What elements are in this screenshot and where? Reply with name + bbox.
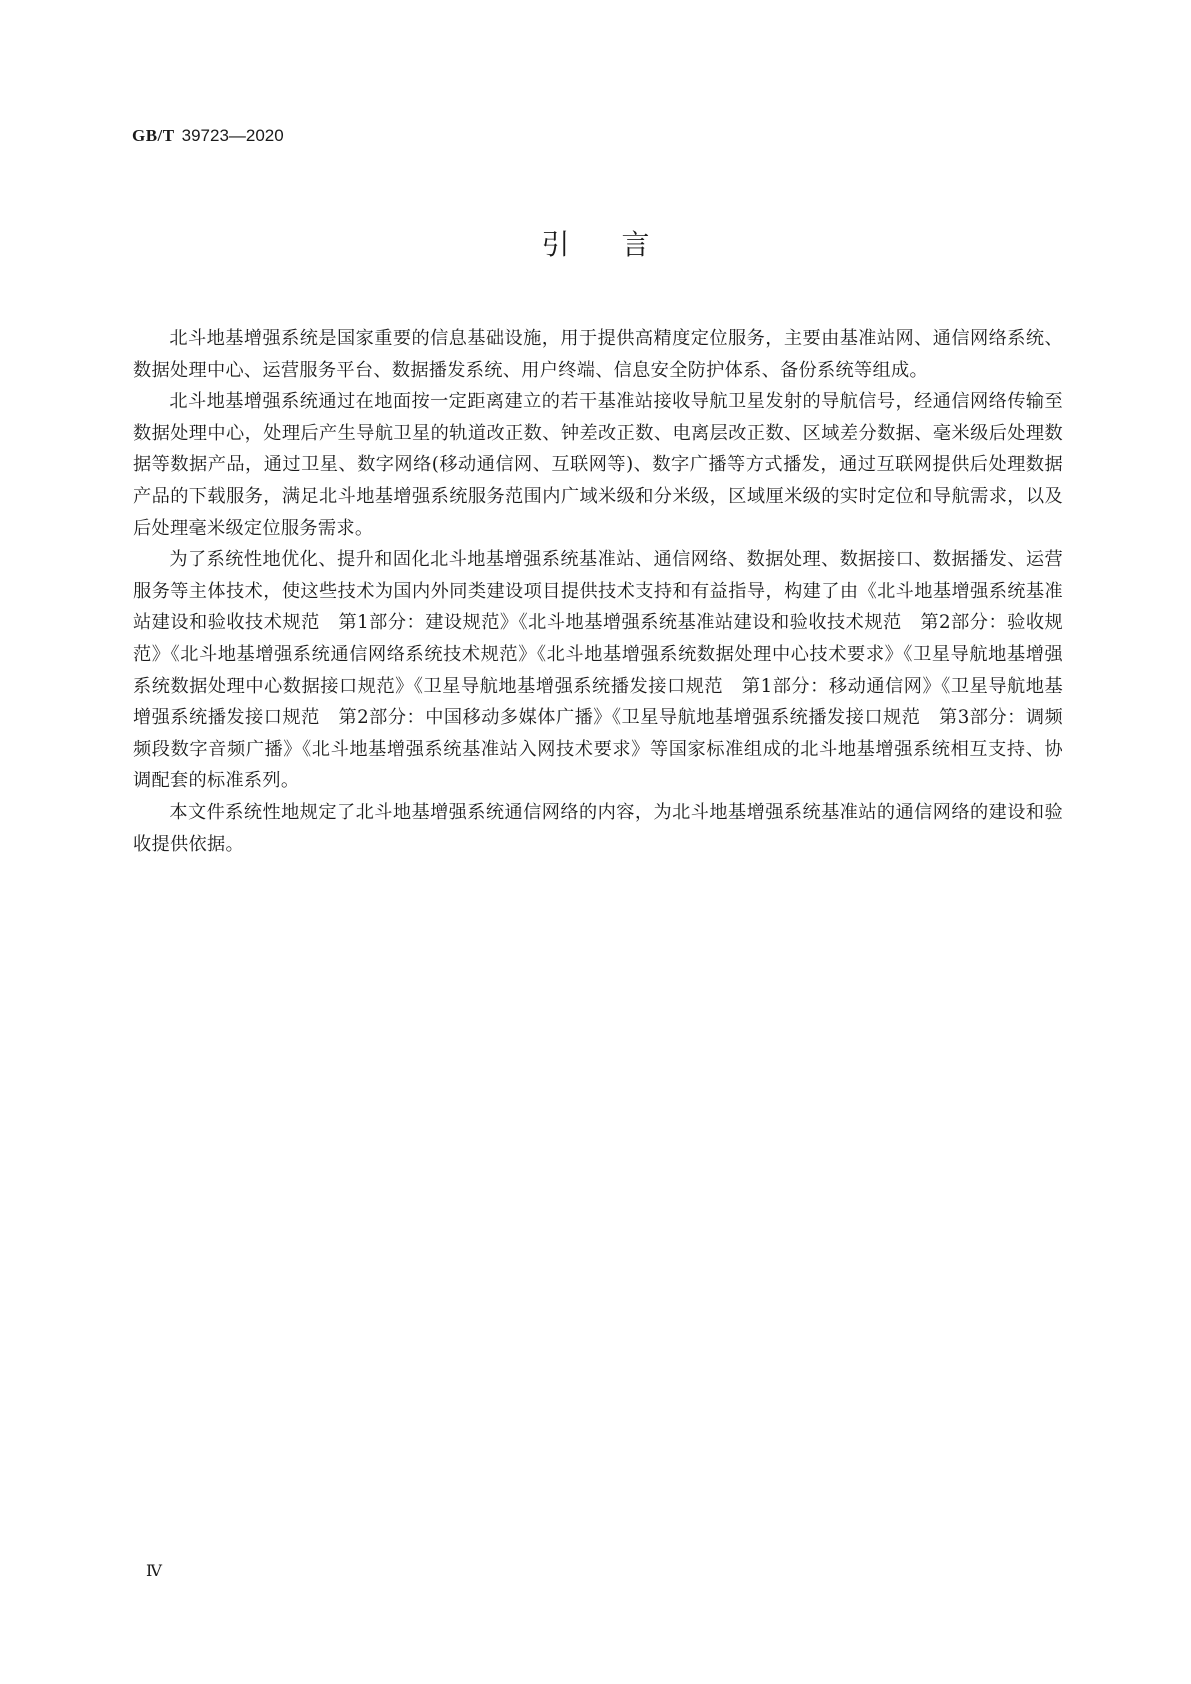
standard-number: 39723—2020 xyxy=(181,126,284,145)
title-char-1: 引 xyxy=(541,228,570,261)
standard-number-header xyxy=(132,126,284,146)
title-char-2: 言 xyxy=(621,228,650,261)
paragraph-1: 北斗地基增强系统是国家重要的信息基础设施，用于提供高精度定位服务，主要由基准站网、通信网络系统、数据处理中心、运营服务平台、数据播发系统、用户终端、信息安全防护体系、备份系统等组成。 xyxy=(133,328,1063,381)
paragraph-2: 北斗地基增强系统通过在地面按一定距离建立的若干基准站接收导航卫星发射的导航信号，经通信网络传输至数据处理中心，处理后产生导航卫星的轨道改正数、钟差改正数、电离层改正数、区域差分数据、毫米级后处理数据等数据产品，通过卫星、数字网络(移动通信网、互联网等)、数字广播等方式播发，通过互联网提供后处理数据产品的下载服务，满足北斗地基增强系统服务范围内广域米级和分米级，区域厘米级的实时定位和导航需求，以及后处理毫米级定位服务需求。 xyxy=(133,391,1063,539)
page-title xyxy=(0,228,1191,262)
standard-prefix: GB/T xyxy=(132,126,175,145)
paragraph-3: 为了系统性地优化、提升和固化北斗地基增强系统基准站、通信网络、数据处理、数据接口、数据播发、运营服务等主体技术，使这些技术为国内外同类建设项目提供技术支持和有益指导，构建了由《北斗地基增强系统基准站建设和验收技术规范 第1部分：建设规范》《北斗地基增强系统基准站建设和验收技术规范 第2部分：验收规范》《北斗地基增强系统通信网络系统技术规范》《北斗地基增强系统数据处理中心技术要求》《卫星导航地基增强系统数据处理中心数据接口规范》《卫星导航地基增强系统播发接口规范 第1部分：移动通信网》《卫星导航地基增强系统播发接口规范 第2部分：中国移动多媒体广播》《卫星导航地基增强系统播发接口规范 第3部分：调频频段数字音频广播》《北斗地基增强系统基准站入网技术要求》等国家标准组成的北斗地基增强系统相互支持、协调配套的标准系列。 xyxy=(133,549,1063,792)
paragraph-4: 本文件系统性地规定了北斗地基增强系统通信网络的内容，为北斗地基增强系统基准站的通信网络的建设和验收提供依据。 xyxy=(133,801,1063,855)
introduction-body xyxy=(133,323,1063,860)
page-number: Ⅳ xyxy=(146,1561,162,1580)
